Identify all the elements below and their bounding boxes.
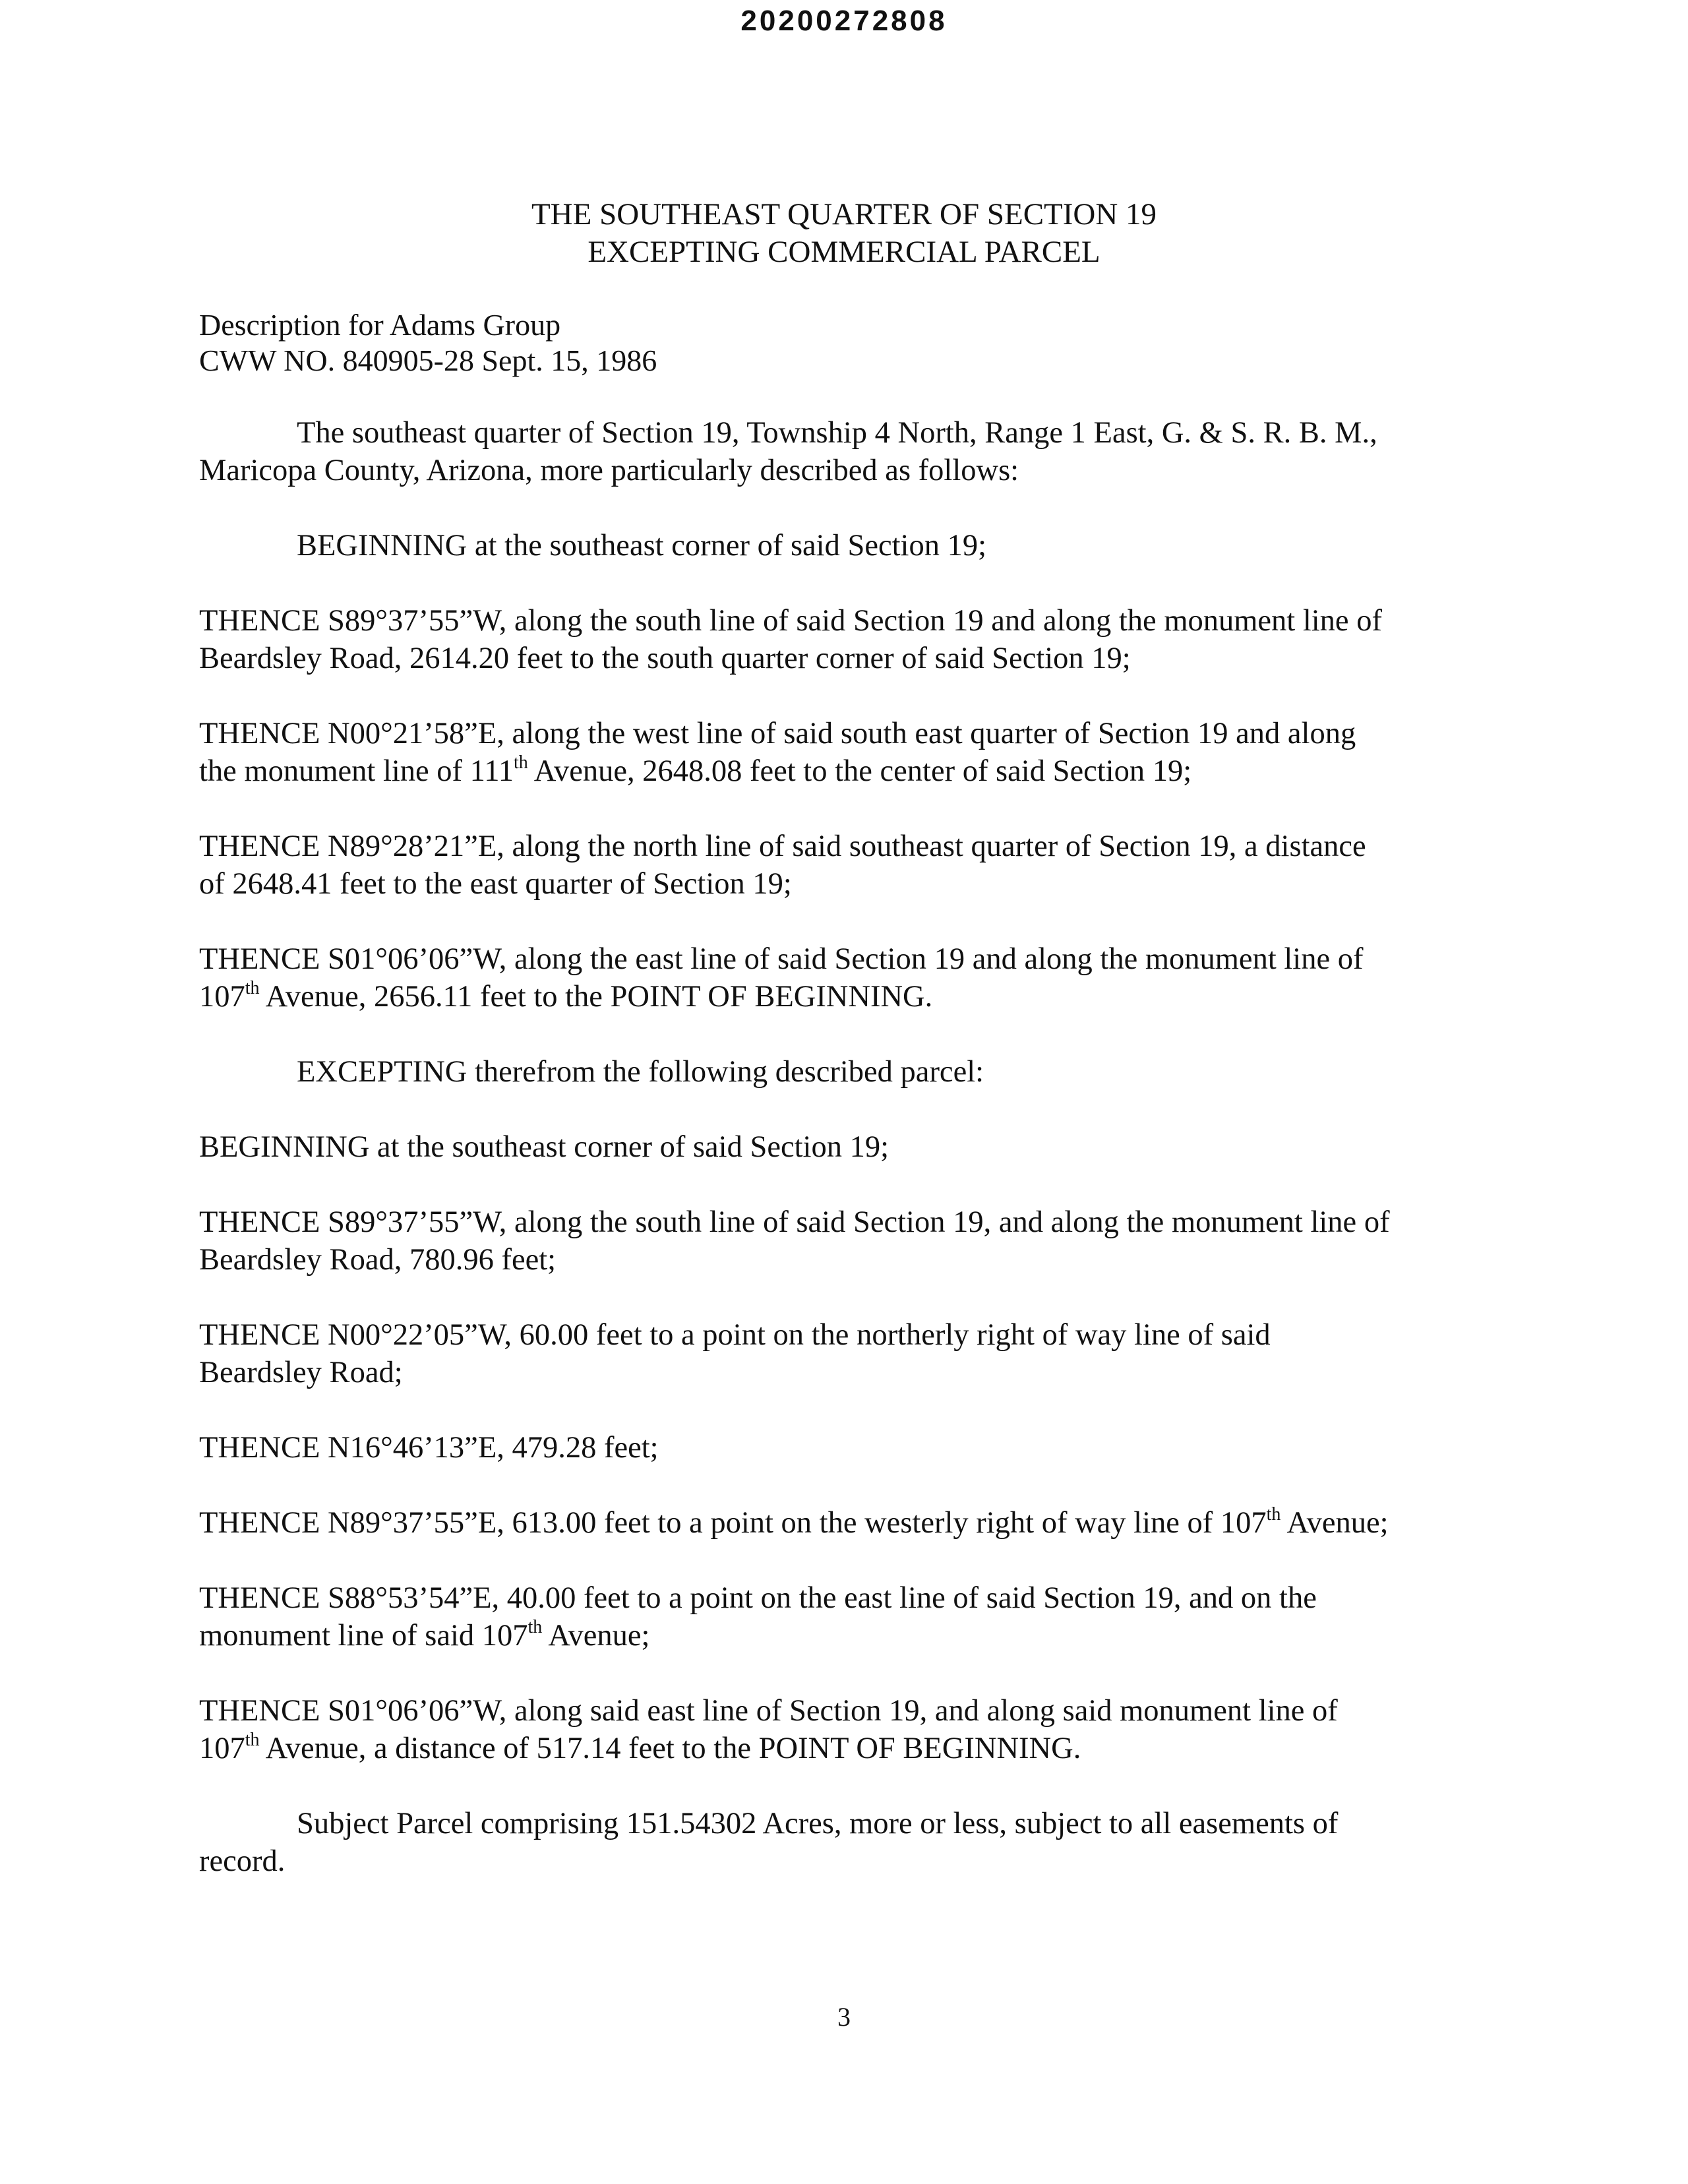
- ordinal-suffix: th: [245, 1730, 260, 1750]
- intro-line-2: Maricopa County, Arizona, more particularly described as follows:: [199, 454, 1019, 487]
- exception-course-4-paragraph: [199, 1504, 1492, 1542]
- exception-course-2-paragraph: [199, 1316, 1492, 1391]
- exception-course-1-paragraph: [199, 1203, 1492, 1279]
- exception-course-6-paragraph: [199, 1692, 1492, 1767]
- exception-course-1-line-1: THENCE S89°37’55”W, along the south line of said Section 19, and along the monument line of: [199, 1205, 1390, 1239]
- exception-course-6-line-1: THENCE S01°06’06”W, along said east line of Section 19, and along said monument line of: [199, 1694, 1338, 1728]
- cww-number: CWW NO. 840905-28 Sept. 15, 1986: [199, 344, 657, 377]
- exception-course-5-paragraph: [199, 1579, 1492, 1654]
- beginning-paragraph: BEGINNING at the southeast corner of said Section 19;: [297, 529, 987, 562]
- document-title: [0, 196, 1688, 271]
- exception-course-2-line-2: Beardsley Road;: [199, 1356, 403, 1389]
- subject-line-2: record.: [199, 1844, 286, 1878]
- course-1-line-2: Beardsley Road, 2614.20 feet to the south quarter corner of said Section 19;: [199, 642, 1131, 675]
- course-1-line-1: THENCE S89°37’55”W, along the south line of said Section 19 and along the monument line of: [199, 604, 1382, 638]
- title-line-2: EXCEPTING COMMERCIAL PARCEL: [588, 235, 1100, 269]
- page-number: 3: [837, 2002, 851, 2032]
- intro-paragraph: [199, 414, 1492, 489]
- exception-course-2-line-1: THENCE N00°22’05”W, 60.00 feet to a point on the northerly right of way line of said: [199, 1318, 1271, 1352]
- exception-course-5-line-1: THENCE S88°53’54”E, 40.00 feet to a point on the east line of said Section 19, and on the: [199, 1581, 1317, 1615]
- description-header: [199, 307, 657, 379]
- course-4-line-2-end: Avenue, 2656.11 feet to the POINT OF BEGINNING.: [259, 980, 933, 1014]
- course-3-line-1: THENCE N89°28’21”E, along the north line of said southeast quarter of Section 19, a distance: [199, 830, 1366, 863]
- course-3-line-2: of 2648.41 feet to the east quarter of Section 19;: [199, 867, 792, 901]
- exception-course-3-paragraph: THENCE N16°46’13”E, 479.28 feet;: [199, 1431, 659, 1465]
- exception-course-4-start: THENCE N89°37’55”E, 613.00 feet to a point on the westerly right of way line of 107: [199, 1506, 1267, 1540]
- excepting-paragraph: EXCEPTING therefrom the following described parcel:: [297, 1055, 984, 1089]
- ordinal-suffix: th: [245, 978, 260, 998]
- exception-course-1-line-2: Beardsley Road, 780.96 feet;: [199, 1243, 557, 1277]
- ordinal-suffix: th: [528, 1617, 543, 1637]
- course-3-paragraph: [199, 828, 1492, 903]
- exception-course-5-line-2-end: Avenue;: [542, 1619, 650, 1653]
- course-4-line-2-start: 107: [199, 980, 245, 1014]
- recording-number: 20200272808: [740, 5, 948, 37]
- subject-parcel-paragraph: [199, 1805, 1492, 1880]
- exception-course-5-line-2-start: monument line of said 107: [199, 1619, 528, 1653]
- course-1-paragraph: [199, 602, 1492, 677]
- ordinal-suffix: th: [1266, 1504, 1281, 1525]
- course-4-paragraph: [199, 940, 1492, 1016]
- course-4-line-1: THENCE S01°06’06”W, along the east line of said Section 19 and along the monument line of: [199, 942, 1364, 976]
- title-line-1: THE SOUTHEAST QUARTER OF SECTION 19: [531, 197, 1157, 231]
- course-2-line-2-end: Avenue, 2648.08 feet to the center of said Section 19;: [528, 754, 1192, 788]
- course-2-line-2-start: the monument line of 111: [199, 754, 514, 788]
- course-2-paragraph: [199, 715, 1492, 790]
- intro-line-1: The southeast quarter of Section 19, Township 4 North, Range 1 East, G. & S. R. B. M.,: [297, 416, 1377, 450]
- exception-course-6-line-2-start: 107: [199, 1732, 245, 1765]
- exception-course-4-end: Avenue;: [1281, 1506, 1389, 1540]
- course-2-line-1: THENCE N00°21’58”E, along the west line of said south east quarter of Section 19 and along: [199, 717, 1356, 750]
- exception-course-6-line-2-end: Avenue, a distance of 517.14 feet to the POINT OF BEGINNING.: [259, 1732, 1081, 1765]
- exception-beginning-paragraph: BEGINNING at the southeast corner of said Section 19;: [199, 1130, 889, 1164]
- subject-line-1: Subject Parcel comprising 151.54302 Acres, more or less, subject to all easements of: [297, 1807, 1339, 1840]
- legal-description-body: [199, 414, 1492, 1880]
- description-for: Description for Adams Group: [199, 308, 561, 342]
- ordinal-suffix: th: [513, 752, 528, 773]
